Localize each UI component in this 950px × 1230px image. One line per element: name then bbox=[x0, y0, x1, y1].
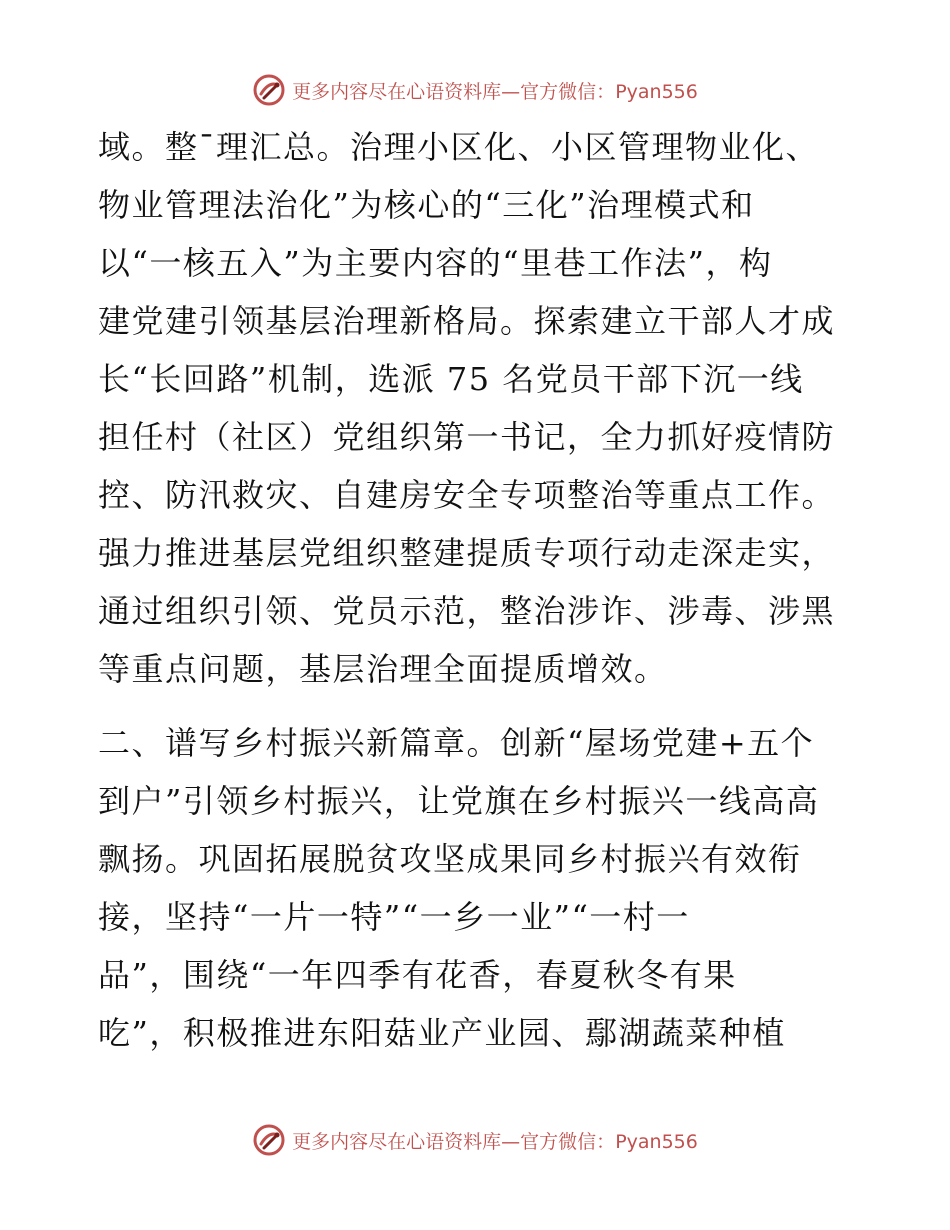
text-line: 到户”引领乡村振兴，让党旗在乡村振兴一线高高 bbox=[98, 782, 820, 820]
text-line: 等重点问题，基层治理全面提质增效。 bbox=[98, 650, 668, 688]
text-line: 吃”，积极推进东阳菇业产业园、鄢湖蔬菜种植 bbox=[98, 1014, 786, 1052]
paragraph-1 bbox=[98, 118, 858, 698]
text-line: 飘扬。巩固拓展脱贫攻坚成果同乡村振兴有效衔 bbox=[98, 840, 802, 878]
paragraph-2 bbox=[98, 714, 858, 1062]
text-line: 长“长回路”机制，选派 75 名党员干部下沉一线 bbox=[98, 360, 804, 398]
text-line: 建党建引领基层治理新格局。探索建立干部人才成 bbox=[98, 302, 836, 340]
brand-logo-icon bbox=[252, 73, 286, 107]
watermark-main-text: 更多内容尽在心语资料库 bbox=[292, 80, 502, 103]
watermark-footer bbox=[252, 1123, 698, 1157]
text-line: 域。整¯理汇总。治理小区化、小区管理物业化、 bbox=[98, 128, 820, 166]
watermark-id-text: Pyan556 bbox=[615, 80, 698, 103]
text-line: 接，坚持“一片一特”“一乡一业”“一村一 bbox=[98, 898, 690, 936]
text-line: 二、谱写乡村振兴新篇章。创新“屋场党建+五个 bbox=[98, 724, 815, 762]
text-line: 控、防汛救灾、自建房安全专项整治等重点工作。 bbox=[98, 476, 836, 514]
page-footer bbox=[0, 1120, 950, 1160]
watermark-id-text: Pyan556 bbox=[615, 1130, 698, 1153]
paragraph-spacer bbox=[98, 698, 858, 714]
watermark-sep-text: —官方微信： bbox=[501, 80, 616, 103]
text-line: 通过组织引领、党员示范，整治涉诈、涉毒、涉黑 bbox=[98, 592, 836, 630]
page-header bbox=[0, 70, 950, 110]
watermark-main-text: 更多内容尽在心语资料库 bbox=[292, 1130, 502, 1153]
watermark-sep-text: —官方微信： bbox=[501, 1130, 616, 1153]
text-line: 品”，围绕“一年四季有花香，春夏秋冬有果 bbox=[98, 956, 737, 994]
document-body bbox=[98, 118, 858, 1062]
text-line: 以“一核五入”为主要内容的“里巷工作法”，构 bbox=[98, 244, 773, 282]
text-line: 强力推进基层党组织整建提质专项行动走深走实， bbox=[98, 534, 836, 572]
brand-logo-icon bbox=[252, 1123, 286, 1157]
text-line: 担任村（社区）党组织第一书记，全力抓好疫情防 bbox=[98, 418, 836, 456]
text-line: 物业管理法治化”为核心的“三化”治理模式和 bbox=[98, 186, 755, 224]
watermark-header bbox=[252, 73, 698, 107]
